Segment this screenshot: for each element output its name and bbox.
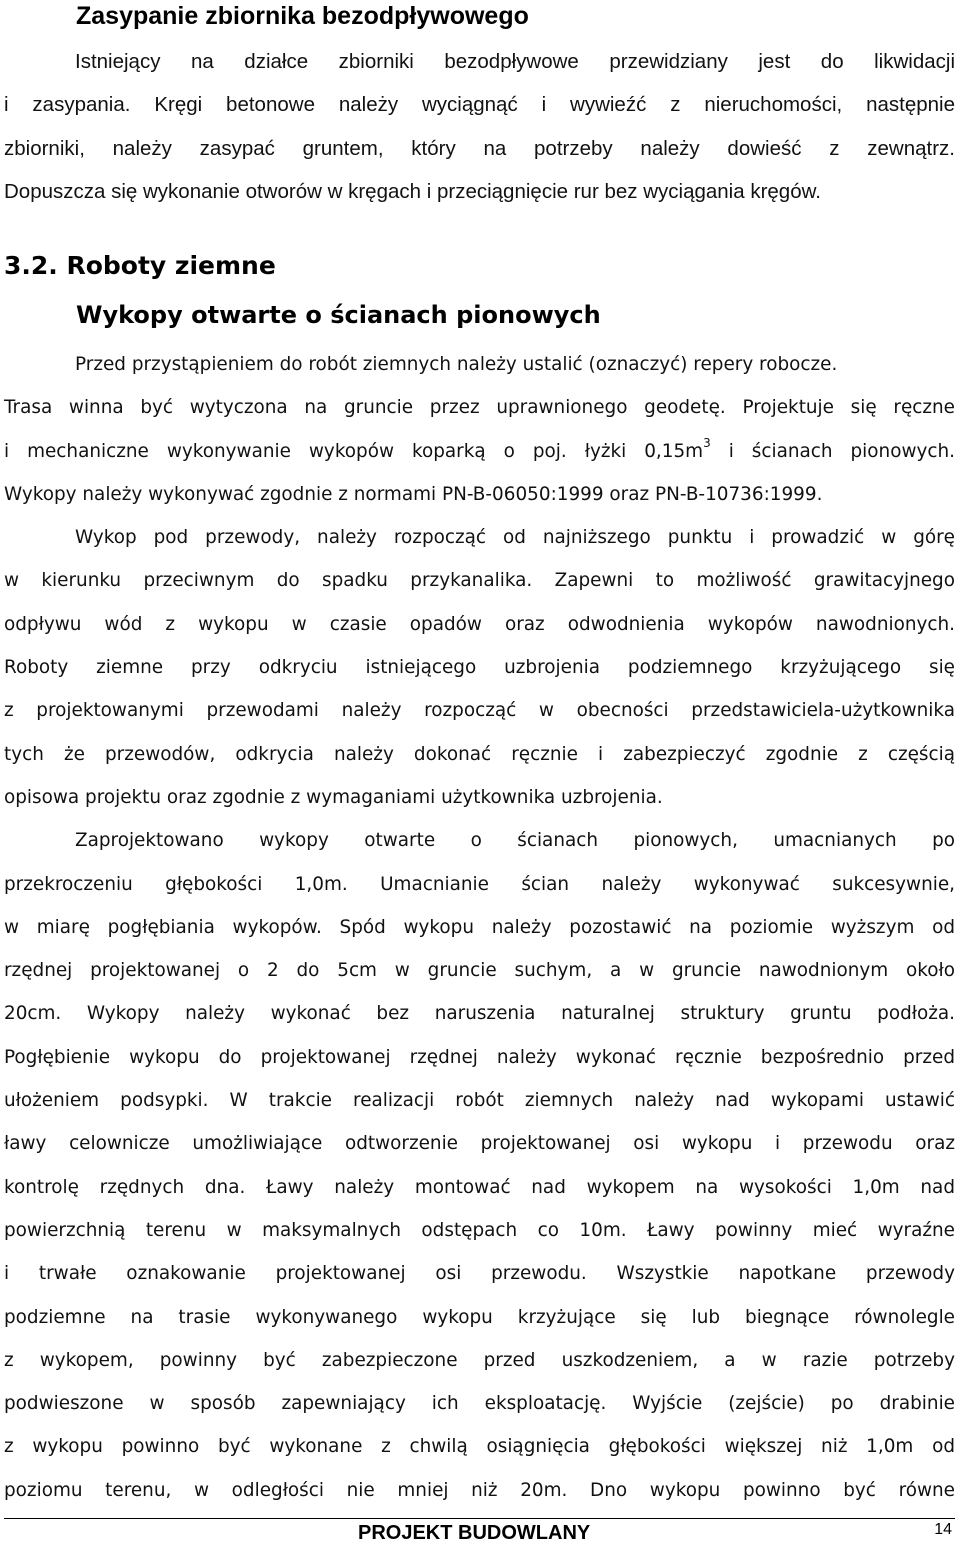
- text-line: zbiorniki, należy zasypać gruntem, który na potrzeby należy dowieść z zewnątrz.: [4, 136, 955, 160]
- text-line: z wykopem, powinny być zabezpieczone przed uszkodzeniem, a w razie potrzeby: [4, 1349, 955, 1371]
- text-line: w kierunku przeciwnym do spadku przykanalika. Zapewni to możliwość grawitacyjnego: [4, 570, 955, 592]
- subsection-heading-wykopy: Wykopy otwarte o ścianach pionowych: [76, 301, 601, 329]
- text-line: [4, 430, 955, 473]
- text-line: Trasa winna być wytyczona na gruncie przez uprawnionego geodetę. Projektuje się ręczne: [4, 397, 955, 419]
- paragraph-zasypanie: [4, 40, 955, 213]
- section-heading-zasypanie: Zasypanie zbiornika bezodpływowego: [76, 2, 529, 30]
- text-line: 20cm. Wykopy należy wykonać bez naruszenia naturalnej struktury gruntu podłoża.: [4, 1003, 955, 1025]
- text-line: Przed przystąpieniem do robót ziemnych należy ustalić (oznaczyć) repery robocze.: [75, 354, 838, 375]
- text-line: Pogłębienie wykopu do projektowanej rzędnej należy wykonać ręcznie bezpośrednio przed: [4, 1046, 955, 1068]
- text-line-part: i ścianach pionowych.: [710, 440, 955, 462]
- footer-title: PROJEKT BUDOWLANY: [358, 1522, 591, 1544]
- text-line: ławy celownicze umożliwiające odtworzenie projektowanej osi wykopu i przewodu oraz: [4, 1133, 955, 1155]
- text-line: Roboty ziemne przy odkryciu istniejącego uzbrojenia podziemnego krzyżującego się: [4, 657, 955, 679]
- text-line: rzędnej projektowanej o 2 do 5cm w gruncie suchym, a w gruncie nawodnionym około: [4, 960, 955, 982]
- text-line: podziemne na trasie wykonywanego wykopu krzyżujące się lub biegnące równolegle: [4, 1306, 955, 1328]
- text-line: powierzchnią terenu w maksymalnych odstępach co 10m. Ławy powinny mieć wyraźne: [4, 1219, 955, 1241]
- text-line: Istniejący na działce zbiorniki bezodpływowe przewidziany jest do likwidacji: [75, 50, 955, 73]
- text-line: tych że przewodów, odkrycia należy dokonać ręcznie i zabezpieczyć zgodnie z częścią: [4, 743, 955, 765]
- paragraph-wykopy: [4, 343, 955, 1512]
- text-line: ułożeniem podsypki. W trakcie realizacji robót ziemnych należy nad wykopami ustawić: [4, 1090, 955, 1112]
- text-line: opisowa projektu oraz zgodnie z wymaganiami użytkownika uzbrojenia.: [4, 786, 663, 808]
- text-line: z projektowanymi przewodami należy rozpocząć w obecności przedstawiciela-użytkownika: [4, 700, 955, 722]
- text-line: przekroczeniu głębokości 1,0m. Umacnianie ścian należy wykonywać sukcesywnie,: [4, 873, 955, 895]
- page-number: 14: [934, 1521, 952, 1538]
- section-heading-roboty-ziemne: 3.2. Roboty ziemne: [4, 251, 276, 280]
- text-line: odpływu wód z wykopu w czasie opadów oraz odwodnienia wykopów nawodnionych.: [4, 613, 955, 635]
- text-line: Dopuszcza się wykonanie otworów w kręgach i przeciągnięcie rur bez wyciągania kręgów.: [4, 179, 821, 203]
- text-line: podwieszone w sposób zapewniający ich eksploatację. Wyjście (zejście) po drabinie: [4, 1393, 955, 1415]
- text-line-part: i mechaniczne wykonywanie wykopów koparką o poj. łyżki 0,15m: [4, 440, 704, 462]
- text-line: z wykopu powinno być wykonane z chwilą osiągnięcia głębokości większej niż 1,0m od: [4, 1436, 955, 1458]
- text-line: Wykopy należy wykonywać zgodnie z normami PN-B-06050:1999 oraz PN-B-10736:1999.: [4, 483, 823, 505]
- text-line: Zaprojektowano wykopy otwarte o ścianach pionowych, umacnianych po: [75, 830, 955, 852]
- text-line: w miarę pogłębiania wykopów. Spód wykopu należy pozostawić na poziomie wyższym od: [4, 916, 955, 938]
- text-line: i zasypania. Kręgi betonowe należy wyciągnąć i wywieźć z nieruchomości, następnie: [4, 93, 955, 117]
- footer-divider: [4, 1518, 955, 1519]
- text-line: kontrolę rzędnych dna. Ławy należy montować nad wykopem na wysokości 1,0m nad: [4, 1176, 955, 1198]
- text-line: i trwałe oznakowanie projektowanej osi przewodu. Wszystkie napotkane przewody: [4, 1263, 955, 1285]
- text-line: poziomu terenu, w odległości nie mniej niż 20m. Dno wykopu powinno być równe: [4, 1479, 955, 1501]
- text-line: Wykop pod przewody, należy rozpocząć od najniższego punktu i prowadzić w górę: [75, 527, 955, 549]
- superscript-cubic: 3: [703, 435, 711, 450]
